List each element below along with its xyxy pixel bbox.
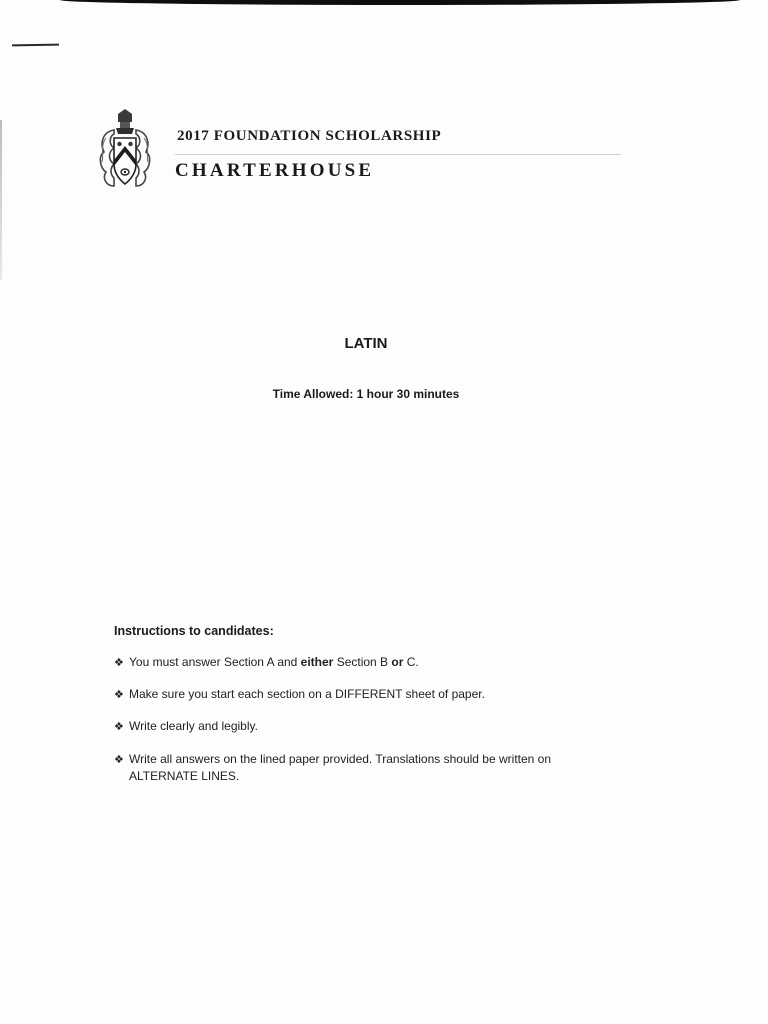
instruction-emphasis: or — [391, 655, 404, 669]
scan-left-edge — [0, 120, 2, 280]
instruction-text: Section B — [333, 655, 392, 669]
bullet-diamond-icon: ❖ — [114, 657, 124, 669]
instruction-emphasis: either — [300, 655, 334, 669]
time-allowed: Time Allowed: 1 hour 30 minutes — [272, 387, 460, 401]
scan-top-edge — [60, 0, 740, 5]
header-divider — [175, 154, 621, 155]
instruction-text-continued: ALTERNATE LINES. — [129, 769, 240, 783]
exam-subject: LATIN — [344, 335, 388, 352]
school-crest-icon — [96, 108, 154, 192]
instruction-item — [114, 686, 594, 703]
school-name: CHARTERHOUSE — [175, 160, 375, 181]
bullet-diamond-icon: ❖ — [114, 754, 124, 766]
bullet-diamond-icon: ❖ — [114, 721, 124, 733]
scan-pen-mark — [12, 44, 59, 47]
instruction-text: Write clearly and legibly. — [129, 719, 258, 733]
instruction-item — [114, 654, 594, 671]
instruction-item — [114, 718, 594, 735]
instruction-text: You must answer Section A and — [129, 655, 301, 669]
bullet-diamond-icon: ❖ — [114, 689, 124, 701]
instruction-text: Make sure you start each section on a DIFFERENT sheet of paper. — [129, 687, 485, 701]
instruction-item — [114, 751, 594, 784]
instruction-text: C. — [403, 655, 419, 669]
instructions-heading: Instructions to candidates: — [114, 624, 274, 638]
scholarship-title: 2017 FOUNDATION SCHOLARSHIP — [177, 128, 442, 144]
instruction-text: Write all answers on the lined paper provided. Translations should be written on — [129, 752, 552, 766]
